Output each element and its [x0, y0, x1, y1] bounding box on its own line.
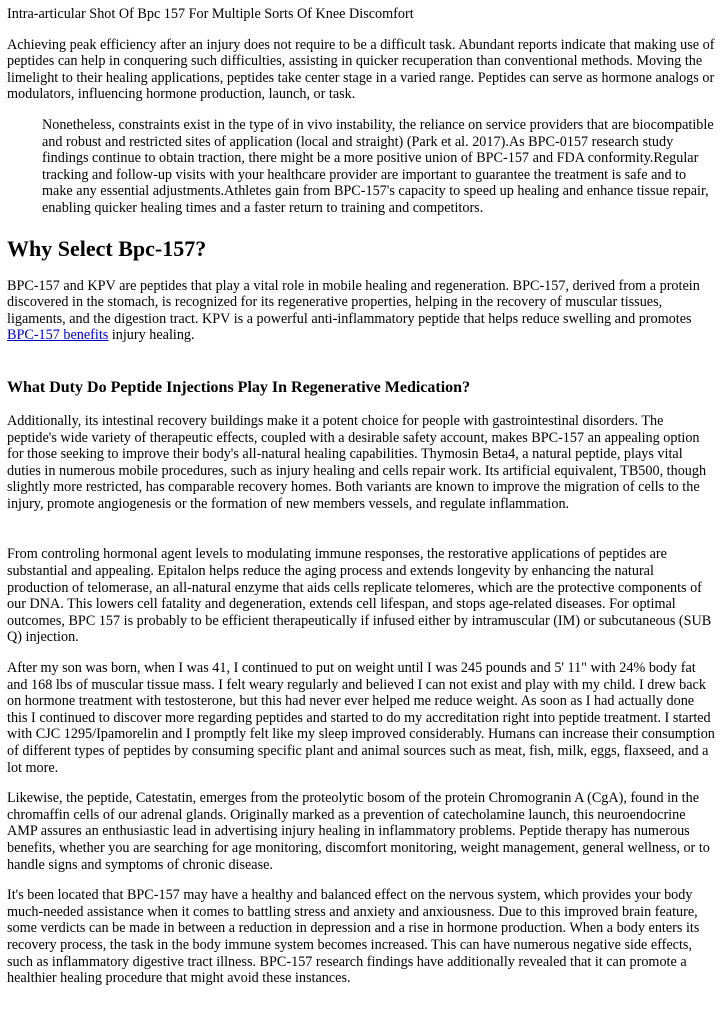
section1-paragraph	[7, 278, 715, 344]
blockquote	[42, 117, 715, 217]
body-paragraph: It's been located that BPC-157 may have a healthy and balanced effect on the nervous system, which provides your body much-needed assistance when it comes to battling stress and anxiety and anxiousness. Due to this improved brain feature, some verdicts can be made in between a reduction in depression and a rise in hormone production. When a body enters its recovery process, the task in the body immune system becomes increased. This can have numerous negative side effects, such as inflammatory digestive tract illness. BPC-157 research findings have additionally revealed that it can promote a healthier healing procedure that might avoid these instances.	[7, 887, 700, 987]
section-heading-why-select: Why Select Bpc-157?	[7, 235, 207, 261]
quote-paragraph: Nonetheless, constraints exist in the type of in vivo instability, the reliance on service providers that are biocompatible and robust and restricted sites of application (local and straight) (Park et al. 2017).As BPC-0157 research study findings continue to obtain traction, there might be a more positive union of BPC-157 and FDA conformity.Regular tracking and follow-up visits with your healthcare provider are important to guarantee the treatment is safe and to make any essential adjustments.Athletes gain from BPC-157's capacity to speed up healing and enhance tissue repair, enabling quicker healing times and a faster return to training and competitors.	[42, 116, 714, 216]
bpc-157-benefits-link[interactable]: BPC-157 benefits	[7, 327, 109, 344]
section1-text-after-link: injury healing.	[108, 327, 195, 344]
body-paragraph: Likewise, the peptide, Catestatin, emerges from the proteolytic bosom of the protein Chromogranin A (CgA), found in the chromaffin cells of our adrenal glands. Originally marked as a prevention of catecholamine launch, this neuroendocrine AMP assures an enthusiastic lead in advertising injury healing in inflammatory problems. Peptide therapy has numerous benefits, whether you are searching for age monitoring, discomfort monitoring, weight management, general wellness, or to handle signs and symptoms of chronic disease.	[7, 790, 710, 873]
section1-text-before-link: BPC-157 and KPV are peptides that play a vital role in mobile healing and regeneration. BPC-157, derived from a protein discovered in the stomach, is recognized for its regenerative properties, helping in the recovery of muscular tissues, ligaments, and the digestion tract. KPV is a powerful anti-inflammatory peptide that helps reduce swelling and promotes	[7, 277, 700, 327]
body-paragraph: From controling hormonal agent levels to modulating immune responses, the restorative applications of peptides are substantial and appealing. Epitalon helps reduce the aging process and extends longevity by enhancing the natural production of telomerase, an all-natural enzyme that aids cells replicate telomeres, which are the protective components of our DNA. This lowers cell fatality and degeneration, extends cell lifespan, and stops age-related diseases. For optimal outcomes, BPC 157 is probably to be efficient therapeutically if infused either by intramuscular (IM) or subcutaneous (SUB Q) injection.	[7, 546, 712, 646]
document-title: Intra-articular Shot Of Bpc 157 For Multiple Sorts Of Knee Discomfort	[7, 6, 414, 22]
body-paragraph: Additionally, its intestinal recovery buildings make it a potent choice for people with gastrointestinal disorders. The peptide's wide variety of therapeutic effects, coupled with a desirable safety account, makes BPC-157 an appealing option for those seeking to improve their body's all-natural healing capabilities. Thymosin Beta4, a natural peptide, plays vital duties in numerous mobile procedures, such as injury healing and cells repair work. Its artificial equivalent, TB500, though slightly more restricted, has comparable recovery homes. Both variants are known to improve the migration of cells to the injury, promote angiogenesis or the formation of new members vessels, and regulate inflammation.	[7, 412, 707, 512]
intro-paragraph: Achieving peak efficiency after an injury does not require to be a difficult task. Abundant reports indicate that making use of peptides can help in conquering such difficulties, assisting in quicker recuperation than conventional methods. Moving the limelight to their healing applications, peptides take center stage in a varied range. Peptides can serve as hormone analogs or modulators, influencing hormone production, launch, or task.	[7, 36, 715, 103]
body-paragraph: After my son was born, when I was 41, I continued to put on weight until I was 245 pounds and 5' 11" with 24% body fat and 168 lbs of muscular tissue mass. I felt weary regularly and believed I can not exist and play with my child. I drew back on hormone treatment with testosterone, but this had never ever helped me reduce weight. As soon as I had actually done this I continued to discover more regarding peptides and started to do my accreditation right into peptide treatment. I started with CJC 1295/Ipamorelin and I promptly felt like my sleep improved considerably. Humans can increase their consumption of different types of peptides by consuming specific plant and animal sources such as meat, fish, milk, eggs, flaxseed, and a lot more.	[7, 660, 715, 776]
section-heading-peptide-injections: What Duty Do Peptide Injections Play In Regenerative Medication?	[7, 378, 471, 396]
